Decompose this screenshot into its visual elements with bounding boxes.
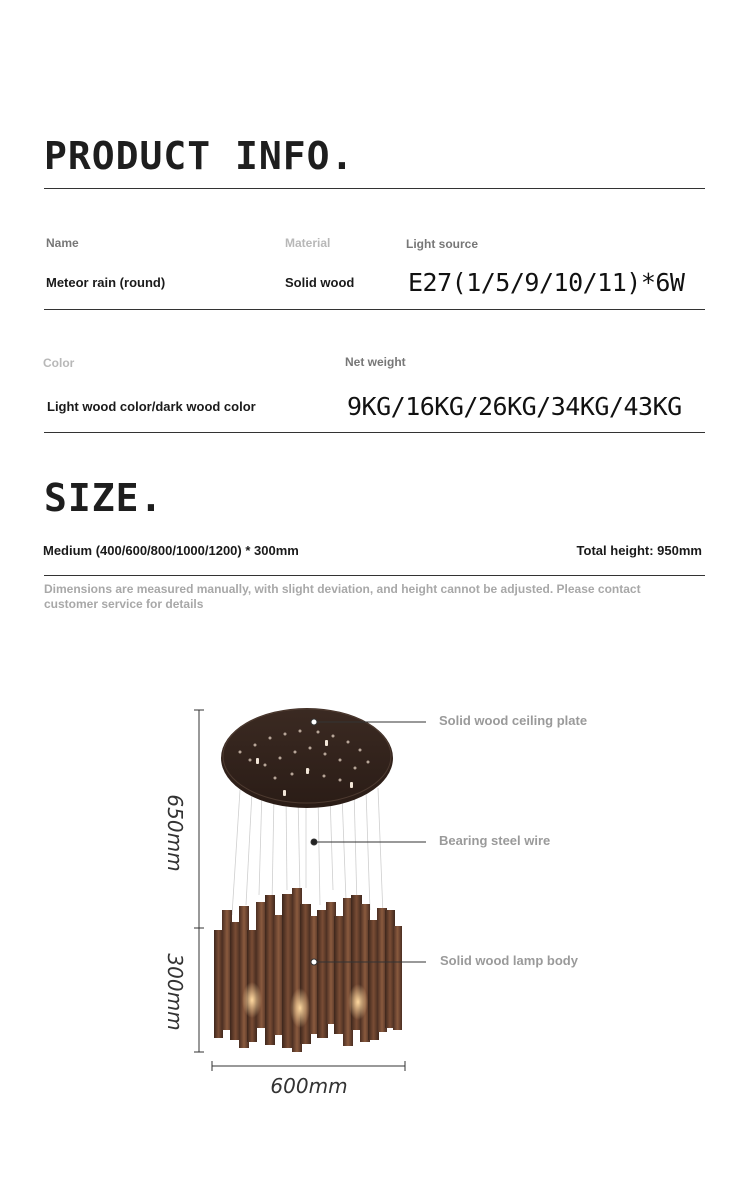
color-label: Color: [43, 356, 75, 370]
total-height: Total height: 950mm: [576, 543, 702, 558]
divider: [44, 575, 705, 576]
lamp-body: [214, 888, 402, 1052]
chandelier-diagram: [0, 690, 750, 1110]
light-source-value: E27(1/5/9/10/11)*6W: [408, 268, 685, 297]
color-value: Light wood color/dark wood color: [47, 399, 256, 414]
net-weight-label: Net weight: [345, 355, 406, 369]
material-value: Solid wood: [285, 275, 355, 290]
size-medium: Medium (400/600/800/1000/1200) * 300mm: [43, 543, 299, 558]
name-value: Meteor rain (round): [46, 275, 166, 290]
width-label: 600mm: [270, 1074, 348, 1098]
light-source-label: Light source: [406, 237, 479, 251]
size-heading: SIZE.: [44, 476, 164, 520]
product-info-heading: PRODUCT INFO.: [44, 134, 355, 178]
material-label: Material: [285, 236, 331, 250]
net-weight-value: 9KG/16KG/26KG/34KG/43KG: [347, 392, 682, 421]
divider: [44, 309, 705, 310]
ceiling-plate: [221, 708, 393, 808]
divider: [44, 188, 705, 189]
size-note: Dimensions are measured manually, with slight deviation, and height cannot be adjusted. Please contact customer service for details: [44, 582, 641, 611]
callout-ceiling-plate: Solid wood ceiling plate: [439, 713, 588, 728]
name-label: Name: [46, 236, 79, 250]
divider: [44, 432, 705, 433]
callout-lamp-body: Solid wood lamp body: [440, 953, 578, 968]
height-upper-label: 650mm: [163, 794, 187, 872]
vertical-dimension-line: [194, 710, 204, 1052]
horizontal-dimension-line: [212, 1061, 405, 1071]
callout-steel-wire: Bearing steel wire: [439, 833, 551, 848]
height-lower-label: 300mm: [163, 953, 187, 1031]
